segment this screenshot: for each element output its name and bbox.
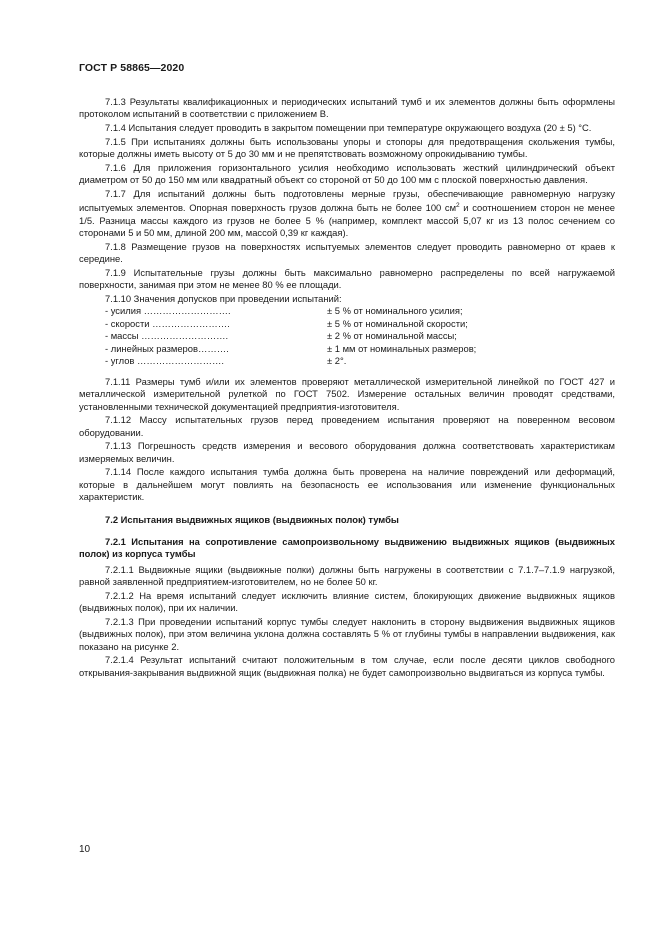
paragraph-7-1-14: 7.1.14 После каждого испытания тумба должна быть проверена на наличие повреждений или деформаций, которые в дальнейшем могут повлиять на безопасность ее использования или изменение функциональных характеристик. bbox=[79, 466, 615, 503]
tolerance-value: ± 2 % от номинальной массы; bbox=[327, 330, 457, 342]
tolerance-value: ± 1 мм от номинальных размеров; bbox=[327, 342, 477, 354]
paragraph-7-1-11: 7.1.11 Размеры тумб и/или их элементов проверяют металлической измерительной линейкой по ГОСТ 427 и металлической измерительной рулеткой по ГОСТ 7502. Измерение остальных величин проводят средствами, установленными технической документацией предприятия-изготовителя. bbox=[79, 375, 615, 412]
paragraph-7-2-1-4: 7.2.1.4 Результат испытаний считают положительным в том случае, если после десяти циклов свободного открывания-закрывания выдвижной ящик (выдвижная полка) не будет самопроизвольно выдвигаться из корпуса тумбы. bbox=[79, 654, 615, 678]
paragraph-7-1-10: 7.1.10 Значения допусков при проведении испытаний: bbox=[105, 292, 342, 304]
paragraph-7-1-8: 7.1.8 Размещение грузов на поверхностях испытуемых элементов следует проводить равномерно от краев к середине. bbox=[79, 240, 615, 264]
paragraph-7-1-7-part2: и соотношением сторон не менее 1/5. Разница массы каждого из грузов не более 5 % (например, комплект массой 5,07 кг из 13 полос сечением со сторонами 5 и 50 мм, длиной 200 мм, массой 0,39 кг каждая). bbox=[79, 202, 615, 238]
paragraph-7-2-1-1: 7.2.1.1 Выдвижные ящики (выдвижные полки) должны быть нагружены в соответствии с 7.1.7–7.1.9 нагрузкой, равной заявленной предприятием-изготовителем, но не более 50 кг. bbox=[79, 563, 615, 588]
paragraph-7-1-7 bbox=[79, 188, 615, 240]
tolerance-row bbox=[79, 330, 615, 343]
tolerance-row bbox=[79, 343, 615, 356]
paragraph-7-1-6: 7.1.6 Для приложения горизонтального усилия необходимо использовать жесткий цилиндрический объект диаметром от 50 до 150 мм или квадратный объект со стороной от 50 до 100 мм с плоской поверхностью давления. bbox=[79, 161, 615, 185]
subsection-heading-7-2-1: 7.2.1 Испытания на сопротивление самопроизвольному выдвижению выдвижных ящиков (выдвижных полок) из корпуса тумбы bbox=[79, 535, 615, 560]
document-header: ГОСТ Р 58865—2020 bbox=[79, 62, 185, 74]
tolerance-value: ± 5 % от номинальной скорости; bbox=[327, 317, 468, 329]
superscript: 2 bbox=[456, 202, 460, 209]
paragraph-7-1-12: 7.1.12 Массу испытательных грузов перед проведением испытания проверяют на поверенном весовом оборудовании. bbox=[79, 414, 615, 438]
tolerance-name: - массы ………………………. bbox=[105, 330, 229, 342]
paragraph-7-2-1-2: 7.2.1.2 На время испытаний следует исключить влияние систем, блокирующих движение выдвижных ящиков (выдвижных полок), при их наличии. bbox=[79, 589, 615, 614]
paragraph-7-1-5: 7.1.5 При испытаниях должны быть использованы упоры и стопоры для предотвращения скольжения тумбы, которые должны иметь высоту от 5 до 30 мм и не препятствовать возможному опрокидыванию тумбы. bbox=[79, 135, 615, 159]
tolerance-name: - скорости ……………………. bbox=[105, 317, 230, 329]
page-body bbox=[79, 96, 615, 680]
tolerance-row bbox=[79, 355, 615, 368]
tolerance-list bbox=[79, 305, 615, 368]
tolerance-row bbox=[79, 305, 615, 318]
paragraph-7-1-7-part1: 7.1.7 Для испытаний должны быть подготовлены мерные грузы, обеспечивающие равномерную нагрузку испытуемых элементов. Опорная поверхность грузов должна быть не более 100 см bbox=[79, 187, 615, 214]
tolerance-name: - усилия ………………………. bbox=[105, 304, 231, 316]
tolerance-name: - линейных размеров………. bbox=[105, 342, 229, 354]
paragraph-7-1-4: 7.1.4 Испытания следует проводить в закрытом помещении при температуре окружающего воздуха (20 ± 5) °С. bbox=[105, 122, 592, 133]
section-heading-7-2: 7.2 Испытания выдвижных ящиков (выдвижных полок) тумбы bbox=[105, 513, 399, 525]
paragraph-7-1-13: 7.1.13 Погрешность средств измерения и весового оборудования должна соответствовать характеристикам измеряемых величин. bbox=[79, 440, 615, 464]
paragraph-7-1-3: 7.1.3 Результаты квалификационных и периодических испытаний тумб и их элементов должны быть оформлены протоколом испытаний в соответствии с приложением В. bbox=[79, 96, 615, 120]
paragraph-7-1-9: 7.1.9 Испытательные грузы должны быть максимально равномерно распределены по всей нагружаемой поверхности, занимая при этом не менее 80 % ее площади. bbox=[79, 266, 615, 290]
paragraph-7-2-1-3: 7.2.1.3 При проведении испытаний корпус тумбы следует наклонить в сторону выдвижения выдвижных ящиков (выдвижных полок), при этом величина уклона должна составлять 5 % от глубины тумбы в направлении выдвижения, как показано на рисунке 2. bbox=[79, 615, 615, 652]
spacer bbox=[79, 368, 615, 376]
tolerance-value: ± 5 % от номинального усилия; bbox=[327, 304, 463, 316]
tolerance-row bbox=[79, 318, 615, 331]
tolerance-value: ± 2°. bbox=[327, 355, 347, 367]
page-number: 10 bbox=[79, 844, 91, 855]
tolerance-name: - углов ………………………. bbox=[105, 355, 224, 367]
